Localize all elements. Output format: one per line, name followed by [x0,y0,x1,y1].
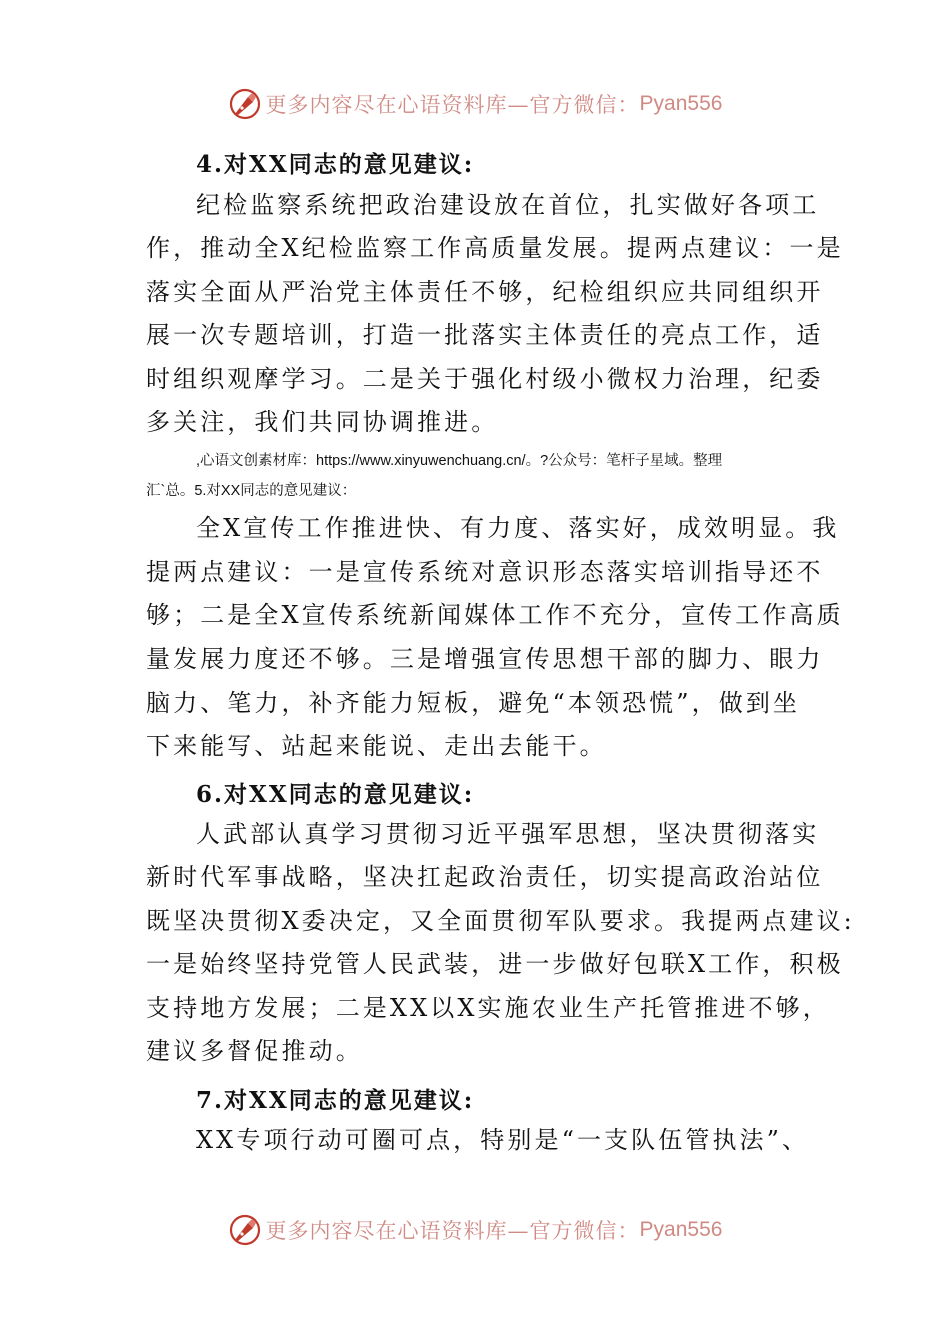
para-7-line-1: XX专项行动可圈可点，特别是“一支队伍管执法”、 [196,1126,810,1154]
source-note-line-1: ,心语文创素材库：https://www.xinyuwenchuang.cn/。?公众号：笔杆子星域。整理 [196,453,723,469]
section-heading-6: 6.对XX同志的意见建议: [196,781,475,808]
para-4-line-5: 时组织观摩学习。二是关于强化村级小微权力治理，纪委 [146,365,824,393]
para-4-line-4: 展一次专题培训，打造一批落实主体责任的亮点工作，适 [146,321,824,349]
para-5-line-1: 全X宣传工作推进快、有力度、落实好，成效明显。我 [196,514,840,542]
section-heading-4: 4.对XX同志的意见建议: [196,151,475,178]
pen-nib-logo-icon [228,87,262,121]
para-5-line-6: 下来能写、站起来能说、走出去能干。 [146,732,607,760]
source-note-line-2: 汇`总。5.对XX同志的意见建议： [146,483,357,499]
header-watermark [0,84,950,124]
para-6-line-6: 建议多督促推动。 [146,1037,363,1065]
para-6-line-3: 既坚决贯彻X委决定，又全面贯彻军队要求。我提两点建议: [146,907,855,935]
watermark-text: 更多内容尽在心语资料库—官方微信： [265,1219,640,1243]
para-5-line-4: 量发展力度还不够。三是增强宣传思想干部的脚力、眼力 [146,645,824,673]
watermark-wechat-id: Pyan556 [639,1218,723,1241]
para-4-line-6: 多关注，我们共同协调推进。 [146,408,499,436]
para-6-line-5: 支持地方发展；二是XX以X实施农业生产托管推进不够， [146,994,830,1022]
para-5-line-5: 脑力、笔力，补齐能力短板，避免“本领恐慌”，做到坐 [146,689,801,717]
watermark-wechat-id: Pyan556 [639,92,723,115]
para-5-line-2: 提两点建议：一是宣传系统对意识形态落实培训指导还不 [146,558,824,586]
section-heading-7: 7.对XX同志的意见建议: [196,1087,475,1114]
footer-watermark [0,1210,950,1250]
para-5-line-3: 够；二是全X宣传系统新闻媒体工作不充分，宣传工作高质 [146,601,844,629]
para-6-line-2: 新时代军事战略，坚决扛起政治责任，切实提高政治站位 [146,863,824,891]
para-6-line-1: 人武部认真学习贯彻习近平强军思想，坚决贯彻落实 [196,820,820,848]
para-4-line-2: 作，推动全X纪检监察工作高质量发展。提两点建议：一是 [146,234,844,262]
para-4-line-1: 纪检监察系统把政治建设放在首位，扎实做好各项工 [196,191,820,219]
pen-nib-logo-icon [228,1213,262,1247]
para-6-line-4: 一是始终坚持党管人民武装，进一步做好包联X工作，积极 [146,950,844,978]
para-4-line-3: 落实全面从严治党主体责任不够，纪检组织应共同组织开 [146,278,824,306]
watermark-text: 更多内容尽在心语资料库—官方微信： [265,93,640,117]
